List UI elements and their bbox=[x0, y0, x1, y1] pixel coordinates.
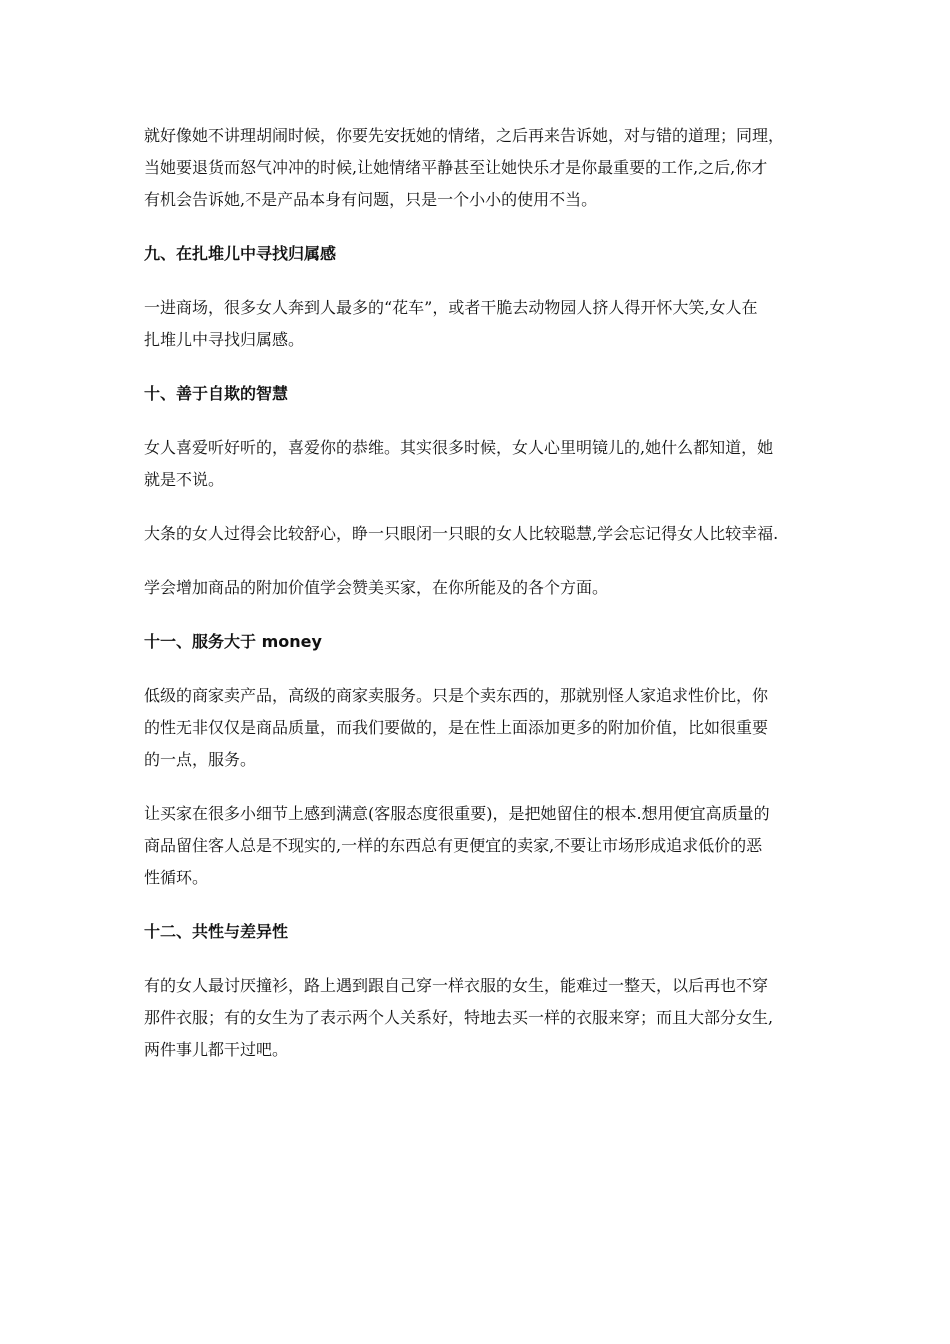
text-line: 那件衣服；有的女生为了表示两个人关系好，特地去买一样的衣服来穿；而且大部分女生, bbox=[144, 1008, 774, 1027]
text-line: 就是不说。 bbox=[144, 470, 225, 489]
section-heading: 九、在扎堆儿中寻找归属感 bbox=[144, 244, 337, 263]
paragraph bbox=[144, 120, 816, 216]
paragraph bbox=[144, 292, 816, 356]
text-line: 一进商场，很多女人奔到人最多的“花车”，或者干脆去动物园人挤人得开怀大笑,女人在 bbox=[144, 298, 758, 317]
text-line: 的一点，服务。 bbox=[144, 750, 257, 769]
text-line: 女人喜爱听好听的，喜爱你的恭维。其实很多时候，女人心里明镜儿的,她什么都知道，她 bbox=[144, 438, 774, 457]
paragraph bbox=[144, 970, 816, 1066]
text-line: 学会增加商品的附加价值学会赞美买家，在你所能及的各个方面。 bbox=[144, 578, 609, 597]
text-line: 扎堆儿中寻找归属感。 bbox=[144, 330, 305, 349]
text-line: 就好像她不讲理胡闹时候，你要先安抚她的情绪，之后再来告诉她，对与错的道理；同理， bbox=[144, 126, 785, 145]
text-line: 有的女人最讨厌撞衫，路上遇到跟自己穿一样衣服的女生，能难过一整天，以后再也不穿 bbox=[144, 976, 769, 995]
paragraph bbox=[144, 432, 816, 496]
text-line: 让买家在很多小细节上感到满意(客服态度很重要)，是把她留住的根本.想用便宜高质量的 bbox=[144, 804, 770, 823]
document-page bbox=[144, 120, 816, 1066]
text-line: 当她要退货而怒气冲冲的时候,让她情绪平静甚至让她快乐才是你最重要的工作,之后,你才 bbox=[144, 158, 768, 177]
paragraph bbox=[144, 518, 816, 550]
text-line: 两件事儿都干过吧。 bbox=[144, 1040, 289, 1059]
text-line: 大条的女人过得会比较舒心，睁一只眼闭一只眼的女人比较聪慧,学会忘记得女人比较幸福. bbox=[144, 524, 779, 543]
section-heading: 十一、服务大于 money bbox=[144, 632, 322, 651]
text-line: 有机会告诉她,不是产品本身有问题，只是一个小小的使用不当。 bbox=[144, 190, 598, 209]
paragraph bbox=[144, 798, 816, 894]
section-heading: 十二、共性与差异性 bbox=[144, 922, 289, 941]
text-line: 低级的商家卖产品，高级的商家卖服务。只是个卖东西的，那就别怪人家追求性价比，你 bbox=[144, 686, 769, 705]
paragraph bbox=[144, 572, 816, 604]
section-heading: 十、善于自欺的智慧 bbox=[144, 384, 289, 403]
text-line: 商品留住客人总是不现实的,一样的东西总有更便宜的卖家,不要让市场形成追求低价的恶 bbox=[144, 836, 763, 855]
text-line: 的性无非仅仅是商品质量，而我们要做的，是在性上面添加更多的附加价值，比如很重要 bbox=[144, 718, 769, 737]
paragraph bbox=[144, 680, 816, 776]
text-line: 性循环。 bbox=[144, 868, 209, 887]
